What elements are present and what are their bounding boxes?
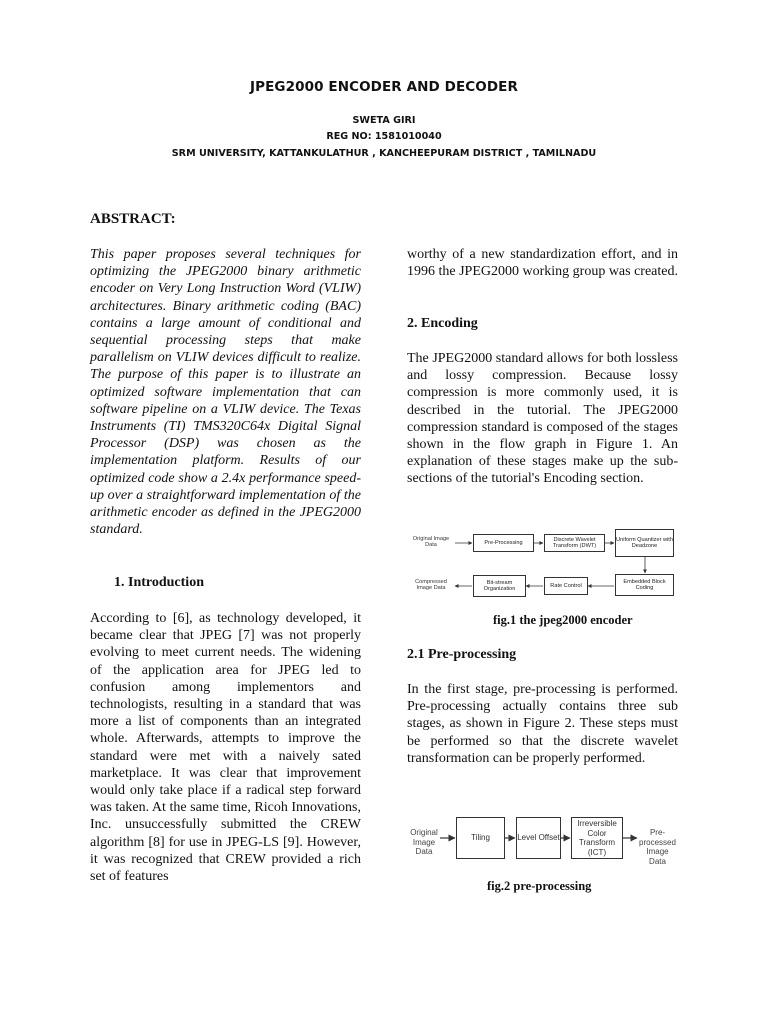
fig2-level-offset-box: Level Offset: [516, 817, 561, 859]
fig1-rate-control-box: Rate Control: [544, 577, 588, 595]
encoding-heading: 2. Encoding: [407, 316, 478, 331]
abstract-heading: ABSTRACT:: [90, 211, 176, 227]
paper-title: JPEG2000 ENCODER AND DECODER: [249, 79, 518, 95]
abstract-text: This paper proposes several techniques for optimizing the JPEG2000 binary arithmetic encoder on Very Long Instruction Word (VLIW) architectures. Binary arithmetic coding (BAC) contains a large amount of conditional and sequential processing steps that make parallelism on VLIW devices difficult to realize. The purpose of this paper is to illustrate an optimized software implementation that can software pipeline on a VLIW device. The Texas Instruments (TI) TMS320C64x Digital Signal Processor (DSP) was chosen as the implementation platform. Results of our optimized code show a 2.4x performance speed-up over a straightforward implementation of the arithmetic encoder as defined in the JPEG2000 standard.: [90, 247, 361, 538]
author-name: SWETA GIRI: [352, 115, 416, 126]
figure-1-caption: fig.1 the jpeg2000 encoder: [493, 613, 633, 627]
fig1-original-image-label: Original Image Data: [412, 536, 450, 549]
preprocessing-heading: 2.1 Pre-processing: [407, 647, 517, 662]
figure-2-preprocessing-diagram: [408, 806, 678, 872]
fig1-pre-processing-box: Pre-Processing: [473, 534, 534, 552]
fig2-original-image-label: Original Image Data: [410, 828, 438, 856]
encoding-text: The JPEG2000 standard allows for both lossless and lossy compression. Because lossy compression is more commonly used, it is described in the tutorial. The JPEG2000 compression standard is composed of the stages shown in the flow graph in Figure 1. An explanation of these stages make up the sub-sections of the tutorial's Encoding section.: [407, 351, 678, 487]
preprocessing-text: In the first stage, pre-processing is performed. Pre-processing actually contains three sub stages, as shown in Figure 2. These steps must be performed so that the discrete wavelet transformation can be properly performed.: [407, 682, 678, 766]
figure-2-caption: fig.2 pre-processing: [487, 879, 592, 893]
introduction-heading: 1. Introduction: [114, 575, 204, 590]
fig2-ict-box: Irreversible Color Transform (ICT): [571, 817, 623, 859]
figure-1-encoder-diagram: [408, 524, 678, 604]
introduction-text: According to [6], as technology developed, it became clear that JPEG [7] was not properly evolving to meet current needs. The widening of the application area for JPEG led to confusion among implementors and technologists, resulting in a standard that was more a list of components than an integrated whole. Afterwards, attempts to improve the standard were met with a naively sated marketplace. It was clear that improvement would only take place if a radical step forward was taken. At the same time, Ricoh Innovations, Inc. unsuccessfully submitted the CREW algorithm [8] for use in JPEG-LS [9]. However, it was recognized that CREW provided a rich set of features: [90, 611, 361, 885]
fig1-embedded-block-coding-box: Embedded Block Coding: [615, 574, 674, 596]
fig1-bitstream-box: Bit-stream Organization: [473, 575, 526, 597]
fig2-preprocessed-image-label: Pre-processed Image Data: [639, 828, 676, 866]
introduction-continuation: worthy of a new standardization effort, and in 1996 the JPEG2000 working group was created.: [407, 247, 679, 280]
fig1-quantizer-box: Uniform Quantizer with Deadzone: [615, 529, 674, 557]
university-affiliation: SRM UNIVERSITY, KATTANKULATHUR , KANCHEEPURAM DISTRICT , TAMILNADU: [171, 148, 597, 159]
fig1-dwt-box: Discrete Wavelet Transform (DWT): [544, 534, 605, 552]
fig2-tiling-box: Tiling: [456, 817, 505, 859]
registration-number: REG NO: 1581010040: [326, 131, 442, 142]
fig1-compressed-image-label: Compressed Image Data: [415, 579, 447, 592]
